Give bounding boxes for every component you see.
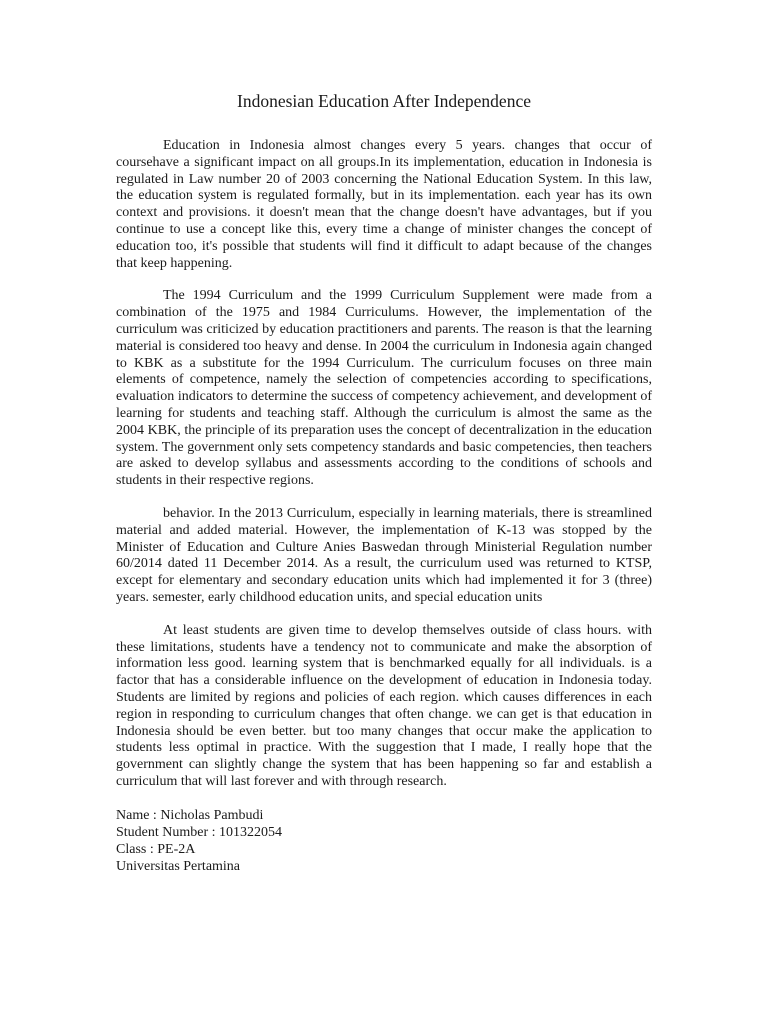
paragraph-2: The 1994 Curriculum and the 1999 Curriculum Supplement were made from a combination of the 1975 and 1984 Curriculums. However, the implementation of the curriculum was criticized by education practitioners and parents. The reason is that the learning material is considered too heavy and dense. In 2004 the curriculum in Indonesia again changed to KBK as a substitute for the 1994 Curriculum. The curriculum focuses on three main elements of competence, namely the selection of competencies according to specifications, evaluation indicators to determine the success of competency achievement, and development of learning for students and teaching staff. Although the curriculum is almost the same as the 2004 KBK, the principle of its preparation uses the concept of decentralization in the education system. The government only sets competency standards and basic competencies, then teachers are asked to develop syllabus and assessments according to the conditions of schools and students in their respective regions.	[116, 288, 652, 489]
paragraph-3: behavior. In the 2013 Curriculum, especially in learning materials, there is streamlined material and added material. However, the implementation of K-13 was stopped by the Minister of Education and Culture Anies Baswedan through Ministerial Regulation number 60/2014 dated 11 December 2014. As a result, the curriculum used was returned to KTSP, except for elementary and secondary education units which had implemented it for 3 (three) years. semester, early childhood education units, and special education units	[116, 505, 652, 605]
class-line: Class : PE-2A	[116, 841, 196, 857]
signature-block	[116, 807, 652, 875]
student-number-line: Student Number : 101322054	[116, 824, 283, 840]
paragraph-4: At least students are given time to develop themselves outside of class hours. with these limitations, students have a tendency not to communicate and make the absorption of information less good. learning system that is benchmarked equally for all individuals. is a factor that has a considerable influence on the development of education in Indonesia today. Students are limited by regions and policies of each region. which causes differences in each region in responding to curriculum changes that often change. we can get is that education in Indonesia should be even better. but too many changes that occur make the application to students less optimal in practice. With the suggestion that I made, I really hope that the government can slightly change the system that has been happening so far and establish a curriculum that will last forever and with through research.	[116, 622, 652, 789]
name-line: Name : Nicholas Pambudi	[116, 807, 264, 823]
university-line: Universitas Pertamina	[116, 858, 241, 874]
paragraph-1: Education in Indonesia almost changes every 5 years. changes that occur of coursehave a significant impact on all groups.In its implementation, education in Indonesia is regulated in Law number 20 of 2003 concerning the National Education System. In this law, the education system is regulated formally, but in its implementation. each year has its own context and provisions. it doesn't mean that the change doesn't have advantages, but if you continue to use a concept like this, every time a change of minister changes the concept of education too, it's possible that students will find it difficult to adapt because of the changes that keep happening.	[116, 138, 652, 271]
document-title: Indonesian Education After Independence	[237, 91, 531, 111]
